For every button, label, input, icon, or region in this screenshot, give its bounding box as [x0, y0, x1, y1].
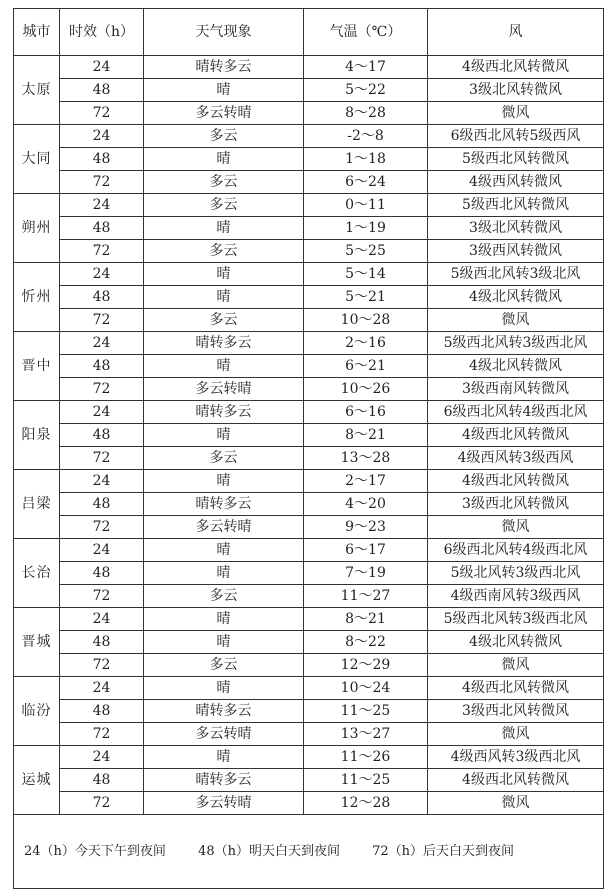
header-city: 城市	[14, 9, 60, 56]
table-row	[14, 539, 604, 562]
city-name: 长治	[14, 539, 60, 608]
footnote-72h: 72（h）后天白天到夜间	[372, 843, 515, 859]
temperature-cell: 0～11	[304, 194, 428, 217]
weather-cell: 晴	[144, 263, 304, 286]
table-row	[14, 286, 604, 309]
wind-cell: 微风	[428, 309, 604, 332]
temperature-cell: 11～27	[304, 585, 428, 608]
table-row	[14, 79, 604, 102]
table-row	[14, 746, 604, 769]
temperature-cell: 12～29	[304, 654, 428, 677]
period-cell: 24	[60, 539, 144, 562]
temperature-cell: 12～28	[304, 792, 428, 815]
weather-cell: 晴转多云	[144, 332, 304, 355]
table-row	[14, 723, 604, 746]
weather-cell: 晴转多云	[144, 769, 304, 792]
table-row	[14, 447, 604, 470]
table-row	[14, 263, 604, 286]
weather-cell: 多云转晴	[144, 102, 304, 125]
wind-cell: 6级西北风转4级西北风	[428, 539, 604, 562]
footnote-row	[14, 815, 604, 889]
table-row	[14, 171, 604, 194]
weather-cell: 晴转多云	[144, 700, 304, 723]
weather-cell: 多云	[144, 125, 304, 148]
weather-cell: 晴	[144, 562, 304, 585]
forecast-table	[13, 8, 604, 889]
temperature-cell: 8～28	[304, 102, 428, 125]
period-cell: 48	[60, 493, 144, 516]
table-row	[14, 677, 604, 700]
temperature-cell: 2～17	[304, 470, 428, 493]
table-row	[14, 608, 604, 631]
period-cell: 48	[60, 79, 144, 102]
table-row	[14, 654, 604, 677]
footnote-cell	[14, 815, 604, 889]
table-row	[14, 516, 604, 539]
temperature-cell: 4～20	[304, 493, 428, 516]
period-cell: 72	[60, 240, 144, 263]
table-row	[14, 102, 604, 125]
temperature-cell: 13～27	[304, 723, 428, 746]
table-row	[14, 700, 604, 723]
weather-cell: 晴	[144, 79, 304, 102]
period-cell: 24	[60, 470, 144, 493]
table-row	[14, 401, 604, 424]
wind-cell: 4级西北风转微风	[428, 424, 604, 447]
weather-cell: 多云转晴	[144, 378, 304, 401]
temperature-cell: 5～14	[304, 263, 428, 286]
weather-cell: 晴	[144, 631, 304, 654]
temperature-cell: 10～24	[304, 677, 428, 700]
wind-cell: 3级北风转微风	[428, 217, 604, 240]
table-row	[14, 424, 604, 447]
weather-cell: 多云	[144, 654, 304, 677]
table-row	[14, 309, 604, 332]
period-cell: 24	[60, 677, 144, 700]
wind-cell: 4级西风转微风	[428, 171, 604, 194]
city-name: 晋城	[14, 608, 60, 677]
weather-cell: 晴转多云	[144, 56, 304, 79]
table-row	[14, 562, 604, 585]
table-row	[14, 194, 604, 217]
period-cell: 48	[60, 631, 144, 654]
table-row	[14, 240, 604, 263]
period-cell: 24	[60, 332, 144, 355]
wind-cell: 5级西北风转3级西北风	[428, 608, 604, 631]
wind-cell: 3级西南风转微风	[428, 378, 604, 401]
temperature-cell: 5～22	[304, 79, 428, 102]
temperature-cell: 8～21	[304, 608, 428, 631]
temperature-cell: 6～16	[304, 401, 428, 424]
temperature-cell: 6～21	[304, 355, 428, 378]
city-name: 运城	[14, 746, 60, 815]
table-row	[14, 355, 604, 378]
wind-cell: 3级北风转微风	[428, 79, 604, 102]
weather-cell: 多云	[144, 194, 304, 217]
wind-cell: 6级西北风转4级西北风	[428, 401, 604, 424]
weather-cell: 多云转晴	[144, 723, 304, 746]
period-cell: 24	[60, 608, 144, 631]
period-cell: 24	[60, 746, 144, 769]
wind-cell: 5级北风转3级西北风	[428, 562, 604, 585]
temperature-cell: 4～17	[304, 56, 428, 79]
wind-cell: 4级北风转微风	[428, 631, 604, 654]
wind-cell: 5级西北风转微风	[428, 194, 604, 217]
header-row	[14, 9, 604, 56]
header-weather: 天气现象	[144, 9, 304, 56]
table-row	[14, 769, 604, 792]
weather-cell: 多云	[144, 585, 304, 608]
temperature-cell: 2～16	[304, 332, 428, 355]
weather-cell: 晴	[144, 424, 304, 447]
header-temperature: 气温（℃）	[304, 9, 428, 56]
temperature-cell: 10～26	[304, 378, 428, 401]
period-cell: 72	[60, 378, 144, 401]
weather-cell: 晴	[144, 470, 304, 493]
period-cell: 24	[60, 125, 144, 148]
wind-cell: 4级北风转微风	[428, 355, 604, 378]
wind-cell: 4级西北风转微风	[428, 470, 604, 493]
weather-cell: 晴转多云	[144, 401, 304, 424]
temperature-cell: 8～21	[304, 424, 428, 447]
temperature-cell: 5～21	[304, 286, 428, 309]
temperature-cell: 1～19	[304, 217, 428, 240]
wind-cell: 4级西风转3级西北风	[428, 746, 604, 769]
period-cell: 24	[60, 194, 144, 217]
weather-cell: 晴	[144, 746, 304, 769]
period-cell: 72	[60, 516, 144, 539]
temperature-cell: 5～25	[304, 240, 428, 263]
weather-cell: 多云转晴	[144, 516, 304, 539]
period-cell: 24	[60, 56, 144, 79]
wind-cell: 4级西北风转微风	[428, 769, 604, 792]
temperature-cell: 11～26	[304, 746, 428, 769]
period-cell: 48	[60, 700, 144, 723]
table-row	[14, 470, 604, 493]
forecast-body	[14, 56, 604, 815]
wind-cell: 4级西南风转3级西风	[428, 585, 604, 608]
period-cell: 72	[60, 171, 144, 194]
wind-cell: 微风	[428, 102, 604, 125]
footnote-48h: 48（h）明天白天到夜间	[198, 843, 340, 859]
city-name: 大同	[14, 125, 60, 194]
footnote-24h: 24（h）今天下午到夜间	[24, 843, 166, 859]
weather-cell: 晴	[144, 148, 304, 171]
wind-cell: 5级西北风转3级西北风	[428, 332, 604, 355]
table-row	[14, 792, 604, 815]
period-cell: 72	[60, 723, 144, 746]
period-cell: 48	[60, 769, 144, 792]
weather-cell: 多云转晴	[144, 792, 304, 815]
weather-cell: 晴转多云	[144, 493, 304, 516]
weather-cell: 晴	[144, 608, 304, 631]
temperature-cell: 11～25	[304, 700, 428, 723]
wind-cell: 微风	[428, 654, 604, 677]
temperature-cell: 6～24	[304, 171, 428, 194]
wind-cell: 4级北风转微风	[428, 286, 604, 309]
period-cell: 24	[60, 401, 144, 424]
table-row	[14, 148, 604, 171]
wind-cell: 3级西北风转微风	[428, 700, 604, 723]
table-row	[14, 378, 604, 401]
header-wind: 风	[428, 9, 604, 56]
wind-cell: 微风	[428, 792, 604, 815]
temperature-cell: 1～18	[304, 148, 428, 171]
table-row	[14, 125, 604, 148]
wind-cell: 5级西北风转3级北风	[428, 263, 604, 286]
period-cell: 72	[60, 447, 144, 470]
weather-cell: 晴	[144, 355, 304, 378]
weather-cell: 多云	[144, 171, 304, 194]
city-name: 吕梁	[14, 470, 60, 539]
temperature-cell: -2～8	[304, 125, 428, 148]
wind-cell: 6级西北风转5级西风	[428, 125, 604, 148]
temperature-cell: 8～22	[304, 631, 428, 654]
period-cell: 72	[60, 792, 144, 815]
period-cell: 72	[60, 585, 144, 608]
table-row	[14, 585, 604, 608]
city-name: 忻州	[14, 263, 60, 332]
wind-cell: 5级西北风转微风	[428, 148, 604, 171]
weather-cell: 多云	[144, 447, 304, 470]
table-row	[14, 217, 604, 240]
table-row	[14, 631, 604, 654]
period-cell: 24	[60, 263, 144, 286]
table-row	[14, 332, 604, 355]
period-cell: 48	[60, 148, 144, 171]
wind-cell: 4级西北风转微风	[428, 56, 604, 79]
temperature-cell: 13～28	[304, 447, 428, 470]
weather-cell: 多云	[144, 240, 304, 263]
weather-cell: 晴	[144, 217, 304, 240]
wind-cell: 微风	[428, 516, 604, 539]
period-cell: 72	[60, 102, 144, 125]
wind-cell: 微风	[428, 723, 604, 746]
period-cell: 48	[60, 562, 144, 585]
temperature-cell: 6～17	[304, 539, 428, 562]
weather-cell: 多云	[144, 309, 304, 332]
city-name: 阳泉	[14, 401, 60, 470]
table-row	[14, 56, 604, 79]
temperature-cell: 7～19	[304, 562, 428, 585]
weather-cell: 晴	[144, 286, 304, 309]
wind-cell: 4级西北风转微风	[428, 677, 604, 700]
temperature-cell: 10～28	[304, 309, 428, 332]
temperature-cell: 9～23	[304, 516, 428, 539]
city-name: 晋中	[14, 332, 60, 401]
period-cell: 48	[60, 217, 144, 240]
temperature-cell: 11～25	[304, 769, 428, 792]
weather-cell: 晴	[144, 539, 304, 562]
period-cell: 72	[60, 654, 144, 677]
wind-cell: 3级西北风转微风	[428, 493, 604, 516]
period-cell: 72	[60, 309, 144, 332]
header-period: 时效（h）	[60, 9, 144, 56]
wind-cell: 4级西风转3级西风	[428, 447, 604, 470]
period-cell: 48	[60, 355, 144, 378]
city-name: 太原	[14, 56, 60, 125]
city-name: 朔州	[14, 194, 60, 263]
period-cell: 48	[60, 286, 144, 309]
period-cell: 48	[60, 424, 144, 447]
weather-cell: 晴	[144, 677, 304, 700]
table-row	[14, 493, 604, 516]
wind-cell: 3级西风转微风	[428, 240, 604, 263]
city-name: 临汾	[14, 677, 60, 746]
